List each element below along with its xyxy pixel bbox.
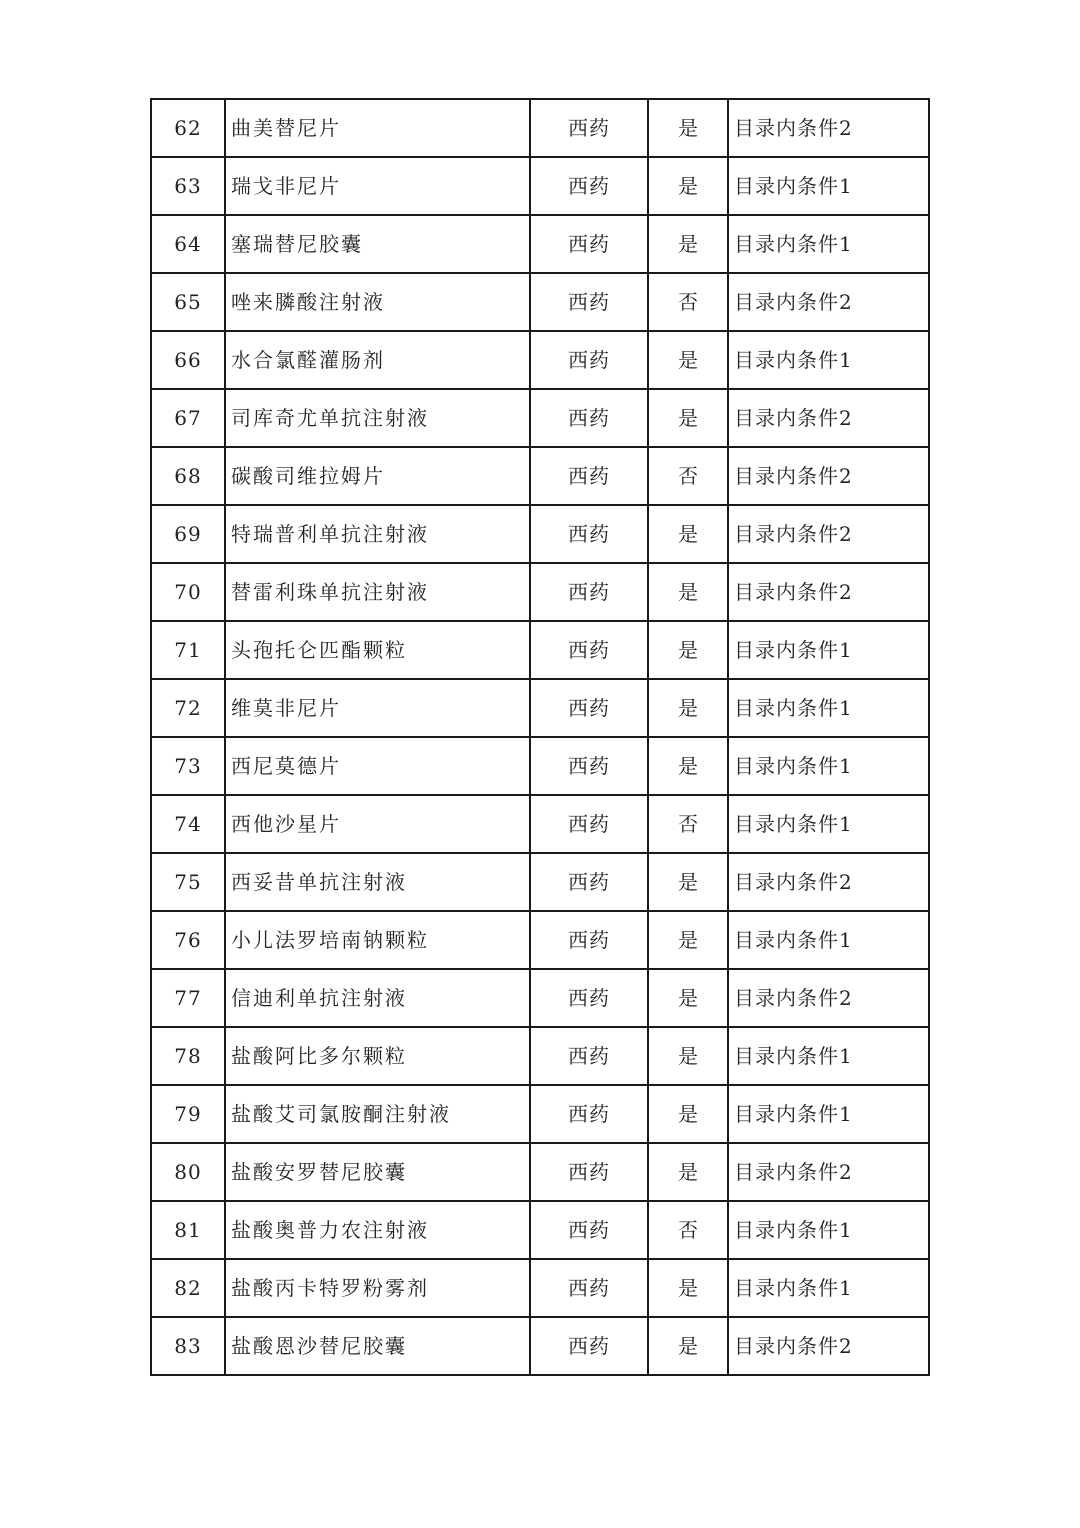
condition-cell: 目录内条件2 xyxy=(728,1317,929,1375)
drug-type-cell: 西药 xyxy=(530,1085,648,1143)
drug-type-cell: 西药 xyxy=(530,1317,648,1375)
condition-cell: 目录内条件1 xyxy=(728,1027,929,1085)
drug-type-cell: 西药 xyxy=(530,853,648,911)
row-number-cell: 73 xyxy=(151,737,225,795)
table-row xyxy=(151,389,929,447)
condition-cell: 目录内条件2 xyxy=(728,447,929,505)
drug-name-cell: 特瑞普利单抗注射液 xyxy=(225,505,530,563)
drug-name-cell: 盐酸安罗替尼胶囊 xyxy=(225,1143,530,1201)
condition-cell: 目录内条件2 xyxy=(728,273,929,331)
drug-name-cell: 西尼莫德片 xyxy=(225,737,530,795)
drug-name-cell: 头孢托仑匹酯颗粒 xyxy=(225,621,530,679)
drug-name-cell: 盐酸阿比多尔颗粒 xyxy=(225,1027,530,1085)
flag-cell: 是 xyxy=(648,679,728,737)
condition-cell: 目录内条件1 xyxy=(728,621,929,679)
drug-name-cell: 塞瑞替尼胶囊 xyxy=(225,215,530,273)
table-row xyxy=(151,969,929,1027)
drug-type-cell: 西药 xyxy=(530,389,648,447)
drug-type-cell: 西药 xyxy=(530,1201,648,1259)
flag-cell: 否 xyxy=(648,447,728,505)
flag-cell: 是 xyxy=(648,737,728,795)
drug-name-cell: 碳酸司维拉姆片 xyxy=(225,447,530,505)
table-row xyxy=(151,99,929,157)
drug-type-cell: 西药 xyxy=(530,1027,648,1085)
flag-cell: 是 xyxy=(648,215,728,273)
row-number-cell: 69 xyxy=(151,505,225,563)
drug-type-cell: 西药 xyxy=(530,157,648,215)
row-number-cell: 80 xyxy=(151,1143,225,1201)
condition-cell: 目录内条件1 xyxy=(728,795,929,853)
drug-type-cell: 西药 xyxy=(530,273,648,331)
table-row xyxy=(151,1259,929,1317)
drug-type-cell: 西药 xyxy=(530,969,648,1027)
flag-cell: 是 xyxy=(648,1027,728,1085)
flag-cell: 是 xyxy=(648,389,728,447)
flag-cell: 否 xyxy=(648,273,728,331)
drug-name-cell: 瑞戈非尼片 xyxy=(225,157,530,215)
drug-name-cell: 西他沙星片 xyxy=(225,795,530,853)
table-row xyxy=(151,1201,929,1259)
flag-cell: 是 xyxy=(648,1085,728,1143)
table-row xyxy=(151,331,929,389)
condition-cell: 目录内条件2 xyxy=(728,99,929,157)
drug-type-cell: 西药 xyxy=(530,1259,648,1317)
flag-cell: 是 xyxy=(648,1317,728,1375)
row-number-cell: 65 xyxy=(151,273,225,331)
table-row xyxy=(151,1317,929,1375)
flag-cell: 否 xyxy=(648,1201,728,1259)
flag-cell: 是 xyxy=(648,157,728,215)
table-row xyxy=(151,737,929,795)
row-number-cell: 71 xyxy=(151,621,225,679)
row-number-cell: 77 xyxy=(151,969,225,1027)
flag-cell: 是 xyxy=(648,853,728,911)
drug-type-cell: 西药 xyxy=(530,911,648,969)
condition-cell: 目录内条件2 xyxy=(728,563,929,621)
flag-cell: 是 xyxy=(648,1259,728,1317)
table-row xyxy=(151,505,929,563)
condition-cell: 目录内条件1 xyxy=(728,911,929,969)
row-number-cell: 78 xyxy=(151,1027,225,1085)
table-row xyxy=(151,911,929,969)
drug-name-cell: 小儿法罗培南钠颗粒 xyxy=(225,911,530,969)
drug-type-cell: 西药 xyxy=(530,215,648,273)
drug-type-cell: 西药 xyxy=(530,331,648,389)
table-row xyxy=(151,679,929,737)
condition-cell: 目录内条件2 xyxy=(728,505,929,563)
drug-name-cell: 盐酸丙卡特罗粉雾剂 xyxy=(225,1259,530,1317)
drug-type-cell: 西药 xyxy=(530,795,648,853)
drug-type-cell: 西药 xyxy=(530,447,648,505)
row-number-cell: 66 xyxy=(151,331,225,389)
flag-cell: 是 xyxy=(648,621,728,679)
drug-name-cell: 盐酸恩沙替尼胶囊 xyxy=(225,1317,530,1375)
row-number-cell: 62 xyxy=(151,99,225,157)
table-row xyxy=(151,273,929,331)
condition-cell: 目录内条件2 xyxy=(728,969,929,1027)
table-row xyxy=(151,795,929,853)
condition-cell: 目录内条件1 xyxy=(728,1259,929,1317)
drug-name-cell: 信迪利单抗注射液 xyxy=(225,969,530,1027)
condition-cell: 目录内条件2 xyxy=(728,1143,929,1201)
table-row xyxy=(151,1143,929,1201)
table-row xyxy=(151,621,929,679)
drug-name-cell: 司库奇尤单抗注射液 xyxy=(225,389,530,447)
drug-type-cell: 西药 xyxy=(530,621,648,679)
drug-type-cell: 西药 xyxy=(530,505,648,563)
table-row xyxy=(151,1027,929,1085)
table-row xyxy=(151,563,929,621)
flag-cell: 是 xyxy=(648,1143,728,1201)
drug-name-cell: 西妥昔单抗注射液 xyxy=(225,853,530,911)
condition-cell: 目录内条件1 xyxy=(728,679,929,737)
flag-cell: 否 xyxy=(648,795,728,853)
drug-type-cell: 西药 xyxy=(530,99,648,157)
condition-cell: 目录内条件1 xyxy=(728,157,929,215)
row-number-cell: 68 xyxy=(151,447,225,505)
condition-cell: 目录内条件1 xyxy=(728,1201,929,1259)
row-number-cell: 67 xyxy=(151,389,225,447)
drug-name-cell: 水合氯醛灌肠剂 xyxy=(225,331,530,389)
condition-cell: 目录内条件1 xyxy=(728,737,929,795)
condition-cell: 目录内条件1 xyxy=(728,215,929,273)
table-body xyxy=(151,99,929,1375)
flag-cell: 是 xyxy=(648,331,728,389)
drug-type-cell: 西药 xyxy=(530,563,648,621)
table-row xyxy=(151,215,929,273)
row-number-cell: 82 xyxy=(151,1259,225,1317)
row-number-cell: 81 xyxy=(151,1201,225,1259)
table-row xyxy=(151,853,929,911)
row-number-cell: 64 xyxy=(151,215,225,273)
drug-name-cell: 替雷利珠单抗注射液 xyxy=(225,563,530,621)
drug-type-cell: 西药 xyxy=(530,679,648,737)
table-row xyxy=(151,447,929,505)
row-number-cell: 70 xyxy=(151,563,225,621)
flag-cell: 是 xyxy=(648,911,728,969)
row-number-cell: 83 xyxy=(151,1317,225,1375)
drug-name-cell: 盐酸奥普力农注射液 xyxy=(225,1201,530,1259)
drug-type-cell: 西药 xyxy=(530,737,648,795)
row-number-cell: 72 xyxy=(151,679,225,737)
row-number-cell: 79 xyxy=(151,1085,225,1143)
row-number-cell: 76 xyxy=(151,911,225,969)
condition-cell: 目录内条件2 xyxy=(728,389,929,447)
flag-cell: 是 xyxy=(648,969,728,1027)
row-number-cell: 75 xyxy=(151,853,225,911)
drug-list-table xyxy=(150,98,930,1376)
flag-cell: 是 xyxy=(648,505,728,563)
row-number-cell: 63 xyxy=(151,157,225,215)
condition-cell: 目录内条件1 xyxy=(728,331,929,389)
condition-cell: 目录内条件2 xyxy=(728,853,929,911)
table-row xyxy=(151,157,929,215)
row-number-cell: 74 xyxy=(151,795,225,853)
drug-type-cell: 西药 xyxy=(530,1143,648,1201)
table-row xyxy=(151,1085,929,1143)
drug-name-cell: 曲美替尼片 xyxy=(225,99,530,157)
drug-name-cell: 维莫非尼片 xyxy=(225,679,530,737)
condition-cell: 目录内条件1 xyxy=(728,1085,929,1143)
drug-name-cell: 盐酸艾司氯胺酮注射液 xyxy=(225,1085,530,1143)
flag-cell: 是 xyxy=(648,99,728,157)
drug-name-cell: 唑来膦酸注射液 xyxy=(225,273,530,331)
flag-cell: 是 xyxy=(648,563,728,621)
